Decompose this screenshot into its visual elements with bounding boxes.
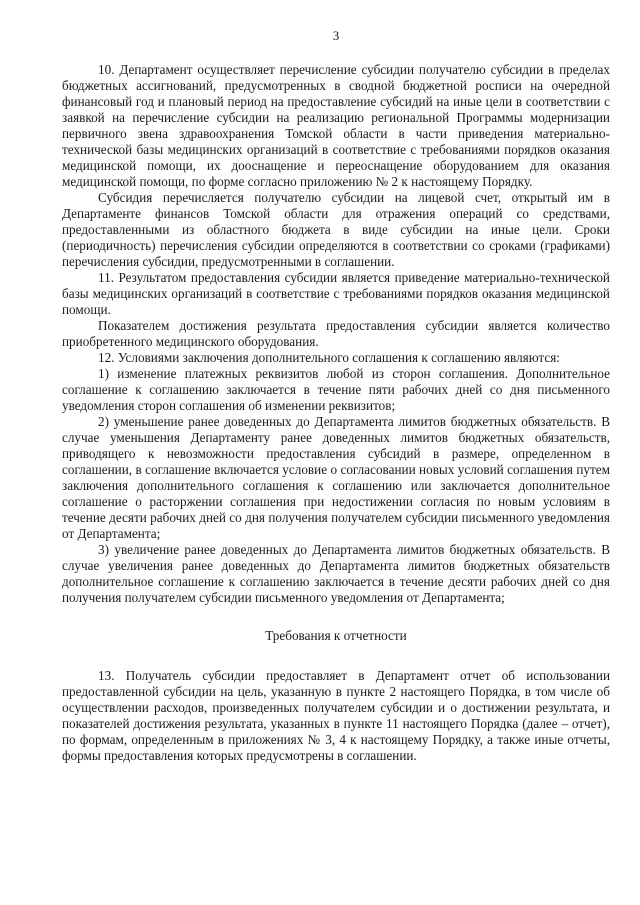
paragraph-12-item-2: 2) уменьшение ранее доведенных до Департамента лимитов бюджетных обязательств. В случае уменьшения Департаменту ранее доведенных лимитов бюджетных обязательств, приводящего к невозможности предоставления субсидий в размере, определенном в соглашении, в соглашение включается условие о согласовании новых условий соглашения путем заключения дополнительного соглашения к соглашению или заключается дополнительное соглашение о расторжении соглашения при недостижении согласия по новым условиям в течение десяти рабочих дней со дня получения получателем субсидии письменного уведомления от Департамента; xyxy=(62,414,610,541)
paragraph-10: 10. Департамент осуществляет перечисление субсидии получателю субсидии в пределах бюджетных ассигнований, предусмотренных в сводной бюджетной росписи на очередной финансовый год и плановый период на предоставление субсидий на иные цели в соответствии с заявкой на перечисление субсидии на реализацию региональной Программы модернизации первичного звена здравоохранения Томской области в части приведения материально-технической базы медицинских организаций в соответствие с требованиями порядков оказания медицинской помощи, их дооснащение и переоснащение оборудованием для оказания медицинской помощи, по форме согласно приложению № 2 к настоящему Порядку. xyxy=(62,62,610,189)
section-title: Требования к отчетности xyxy=(265,628,407,643)
document-page xyxy=(62,28,610,764)
paragraph-11: 11. Результатом предоставления субсидии является приведение материально-технической базы медицинских организаций в соответствие с требованиями порядков оказания медицинской помощи. xyxy=(62,270,610,317)
paragraph-subsidy-transfer: Субсидия перечисляется получателю субсидии на лицевой счет, открытый им в Департаменте финансов Томской области для отражения операций со средствами, предоставленными из областного бюджета в виде субсидии на иные цели. Сроки (периодичность) перечисления субсидии определяются в соответствии со сроками (графиками) перечисления субсидии, предусмотренными в соглашении. xyxy=(62,190,610,269)
paragraph-12-item-1: 1) изменение платежных реквизитов любой из сторон соглашения. Дополнительное соглашение к соглашению заключается в течение пяти рабочих дней со дня письменного уведомления сторон соглашения об изменении реквизитов; xyxy=(62,366,610,413)
paragraph-12: 12. Условиями заключения дополнительного соглашения к соглашению являются: xyxy=(98,350,560,365)
paragraph-indicator: Показателем достижения результата предоставления субсидии является количество приобретенного медицинского оборудования. xyxy=(62,318,610,349)
page-number: 3 xyxy=(332,28,340,43)
paragraph-12-item-3: 3) увеличение ранее доведенных до Департамента лимитов бюджетных обязательств. В случае увеличения ранее доведенных до Департамента лимитов бюджетных обязательств дополнительное соглашение к соглашению заключается в течение десяти рабочих дней со дня получения получателем субсидии письменного уведомления от Департамента; xyxy=(62,542,610,605)
paragraph-13: 13. Получатель субсидии предоставляет в Департамент отчет об использовании предоставленной субсидии на цель, указанную в пункте 2 настоящего Порядка, в том числе об осуществлении расходов, произведенных получателем субсидии и о достижении результата, и показателей достижения результата, указанных в пункте 11 настоящего Порядка (далее – отчет), по формам, определенным в приложениях № 3, 4 к настоящему Порядку, а также иные отчеты, формы предоставления которых предусмотрены в соглашении. xyxy=(62,668,610,763)
